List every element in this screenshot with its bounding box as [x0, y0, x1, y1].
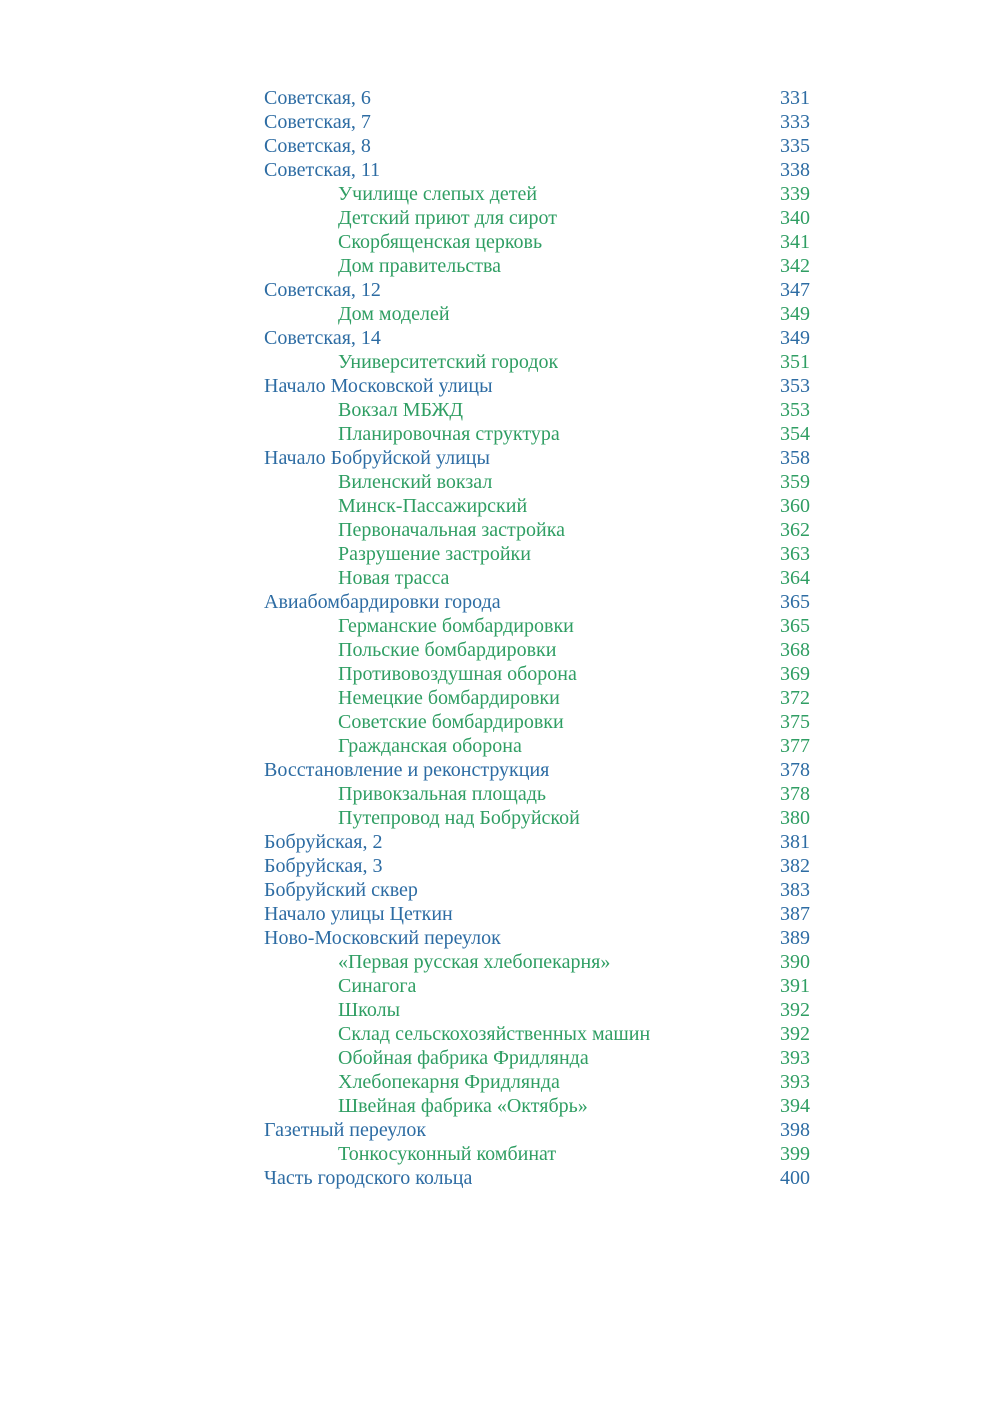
- toc-entry-page-number: 383: [780, 879, 810, 901]
- toc-entry: [264, 494, 810, 518]
- toc-entry-label: Советская, 12: [264, 279, 381, 301]
- toc-entry-page-number: 393: [780, 1047, 810, 1069]
- toc-entry-page-number: 368: [780, 639, 810, 661]
- toc-entry-page-number: 399: [780, 1143, 810, 1165]
- toc-entry-page-number: 347: [780, 279, 810, 301]
- toc-entry-page-number: 353: [780, 399, 810, 421]
- toc-entry-page-number: 351: [780, 351, 810, 373]
- toc-entry: [264, 974, 810, 998]
- toc-entry-page-number: 349: [780, 303, 810, 325]
- toc-entry-label: Начало улицы Цеткин: [264, 903, 453, 925]
- toc-entry-page-number: 333: [780, 111, 810, 133]
- toc-entry-page-number: 390: [780, 951, 810, 973]
- toc-entry: [264, 566, 810, 590]
- toc-entry-label: Виленский вокзал: [338, 471, 493, 493]
- toc-entry-page-number: 341: [780, 231, 810, 253]
- toc-entry: [264, 518, 810, 542]
- toc-entry-page-number: 381: [780, 831, 810, 853]
- toc-entry-label: Бобруйский сквер: [264, 879, 418, 901]
- toc-entry-page-number: 349: [780, 327, 810, 349]
- toc-entry-page-number: 342: [780, 255, 810, 277]
- toc-entry: [264, 374, 810, 398]
- toc-entry-page-number: 391: [780, 975, 810, 997]
- toc-entry-label: Советская, 8: [264, 135, 371, 157]
- toc-entry-label: Планировочная структура: [338, 423, 560, 445]
- toc-entry: [264, 926, 810, 950]
- toc-entry: [264, 782, 810, 806]
- toc-entry: [264, 950, 810, 974]
- toc-entry-label: Дом правительства: [338, 255, 502, 277]
- toc-entry-page-number: 365: [780, 591, 810, 613]
- toc-entry: [264, 686, 810, 710]
- toc-entry: [264, 350, 810, 374]
- toc-entry-label: Новая трасса: [338, 567, 450, 589]
- toc-entry-label: Немецкие бомбардировки: [338, 687, 560, 709]
- toc-entry-page-number: 359: [780, 471, 810, 493]
- toc-entry: [264, 326, 810, 350]
- toc-entry-label: Путепровод над Бобруйской: [338, 807, 580, 829]
- toc-entry: [264, 254, 810, 278]
- toc-entry-label: Авиабомбардировки города: [264, 591, 501, 613]
- toc-entry-page-number: 392: [780, 999, 810, 1021]
- toc-entry-page-number: 398: [780, 1119, 810, 1141]
- toc-entry: [264, 734, 810, 758]
- toc-entry: [264, 422, 810, 446]
- toc-entry-label: Начало Бобруйской улицы: [264, 447, 490, 469]
- toc-entry-label: Восстановление и реконструкция: [264, 759, 550, 781]
- toc-entry: [264, 1022, 810, 1046]
- toc-entry-label: Начало Московской улицы: [264, 375, 493, 397]
- toc-entry-label: Ново-Московский переулок: [264, 927, 501, 949]
- toc-entry: [264, 1070, 810, 1094]
- toc-entry: [264, 758, 810, 782]
- toc-entry-label: Польские бомбардировки: [338, 639, 557, 661]
- toc-entry-label: Скорбященская церковь: [338, 231, 543, 253]
- toc-entry-label: Минск-Пассажирский: [338, 495, 528, 517]
- toc-entry: [264, 662, 810, 686]
- toc-entry-page-number: 353: [780, 375, 810, 397]
- toc-entry-label: Университетский городок: [338, 351, 559, 373]
- toc-entry-page-number: 393: [780, 1071, 810, 1093]
- toc-entry-label: «Первая русская хлебопекарня»: [338, 951, 611, 973]
- toc-entry-label: Склад сельскохозяйственных машин: [338, 1023, 651, 1045]
- toc-entry: [264, 590, 810, 614]
- toc-entry-label: Советская, 6: [264, 87, 371, 109]
- toc-entry-label: Советская, 11: [264, 159, 381, 181]
- toc-entry-page-number: 354: [780, 423, 810, 445]
- toc-entry: [264, 854, 810, 878]
- toc-entry-page-number: 387: [780, 903, 810, 925]
- toc-entry: [264, 1142, 810, 1166]
- toc-entry: [264, 182, 810, 206]
- toc-entry-label: Первоначальная застройка: [338, 519, 566, 541]
- toc-entry: [264, 998, 810, 1022]
- toc-entry: [264, 1094, 810, 1118]
- toc-entry-label: Швейная фабрика «Октябрь»: [338, 1095, 588, 1117]
- toc-entry-page-number: 394: [780, 1095, 810, 1117]
- toc-entry: [264, 470, 810, 494]
- toc-entry-page-number: 339: [780, 183, 810, 205]
- toc-entry-page-number: 362: [780, 519, 810, 541]
- toc-entry-page-number: 369: [780, 663, 810, 685]
- toc-entry-label: Вокзал МБЖД: [338, 399, 464, 421]
- toc-entry-label: Школы: [338, 999, 401, 1021]
- table-of-contents: [264, 86, 810, 1190]
- toc-entry: [264, 1166, 810, 1190]
- toc-entry-page-number: 363: [780, 543, 810, 565]
- toc-entry-page-number: 378: [780, 759, 810, 781]
- toc-entry-page-number: 378: [780, 783, 810, 805]
- toc-entry: [264, 830, 810, 854]
- toc-entry: [264, 902, 810, 926]
- toc-entry: [264, 806, 810, 830]
- toc-entry-page-number: 400: [780, 1167, 810, 1189]
- toc-entry-page-number: 377: [780, 735, 810, 757]
- toc-entry-label: Советская, 7: [264, 111, 371, 133]
- toc-entry-label: Детский приют для сирот: [338, 207, 557, 229]
- toc-entry-label: Обойная фабрика Фридлянда: [338, 1047, 589, 1069]
- toc-entry-page-number: 358: [780, 447, 810, 469]
- toc-entry: [264, 1118, 810, 1142]
- toc-entry: [264, 542, 810, 566]
- toc-entry-page-number: 389: [780, 927, 810, 949]
- toc-entry: [264, 278, 810, 302]
- toc-entry-page-number: 372: [780, 687, 810, 709]
- toc-entry-page-number: 331: [780, 87, 810, 109]
- toc-entry-label: Училище слепых детей: [338, 183, 538, 205]
- toc-entry-label: Дом моделей: [338, 303, 450, 325]
- toc-entry-label: Хлебопекарня Фридлянда: [338, 1071, 560, 1093]
- toc-entry: [264, 134, 810, 158]
- toc-entry: [264, 614, 810, 638]
- toc-entry-label: Бобруйская, 2: [264, 831, 383, 853]
- toc-entry-page-number: 382: [780, 855, 810, 877]
- toc-entry-page-number: 380: [780, 807, 810, 829]
- toc-entry-label: Противовоздушная оборона: [338, 663, 577, 685]
- toc-entry-label: Разрушение застройки: [338, 543, 531, 565]
- toc-entry-label: Часть городского кольца: [264, 1167, 473, 1189]
- toc-entry: [264, 230, 810, 254]
- toc-entry-label: Тонкосуконный комбинат: [338, 1143, 557, 1165]
- toc-entry-label: Бобруйская, 3: [264, 855, 383, 877]
- toc-entry-label: Гражданская оборона: [338, 735, 522, 757]
- toc-entry-label: Германские бомбардировки: [338, 615, 574, 637]
- toc-entry-label: Привокзальная площадь: [338, 783, 546, 805]
- toc-entry: [264, 86, 810, 110]
- toc-entry: [264, 446, 810, 470]
- toc-entry: [264, 206, 810, 230]
- toc-entry: [264, 710, 810, 734]
- toc-entry: [264, 302, 810, 326]
- toc-entry-page-number: 364: [780, 567, 810, 589]
- toc-entry-page-number: 375: [780, 711, 810, 733]
- toc-entry: [264, 638, 810, 662]
- toc-entry-label: Газетный переулок: [264, 1119, 427, 1141]
- toc-entry-label: Советские бомбардировки: [338, 711, 564, 733]
- toc-entry-page-number: 338: [780, 159, 810, 181]
- toc-entry-page-number: 360: [780, 495, 810, 517]
- toc-entry-page-number: 392: [780, 1023, 810, 1045]
- toc-entry: [264, 110, 810, 134]
- toc-entry: [264, 878, 810, 902]
- toc-entry-label: Советская, 14: [264, 327, 381, 349]
- toc-entry: [264, 398, 810, 422]
- toc-entry-page-number: 335: [780, 135, 810, 157]
- toc-entry-page-number: 340: [780, 207, 810, 229]
- toc-entry-page-number: 365: [780, 615, 810, 637]
- toc-entry: [264, 1046, 810, 1070]
- toc-entry-label: Синагога: [338, 975, 417, 997]
- toc-entry: [264, 158, 810, 182]
